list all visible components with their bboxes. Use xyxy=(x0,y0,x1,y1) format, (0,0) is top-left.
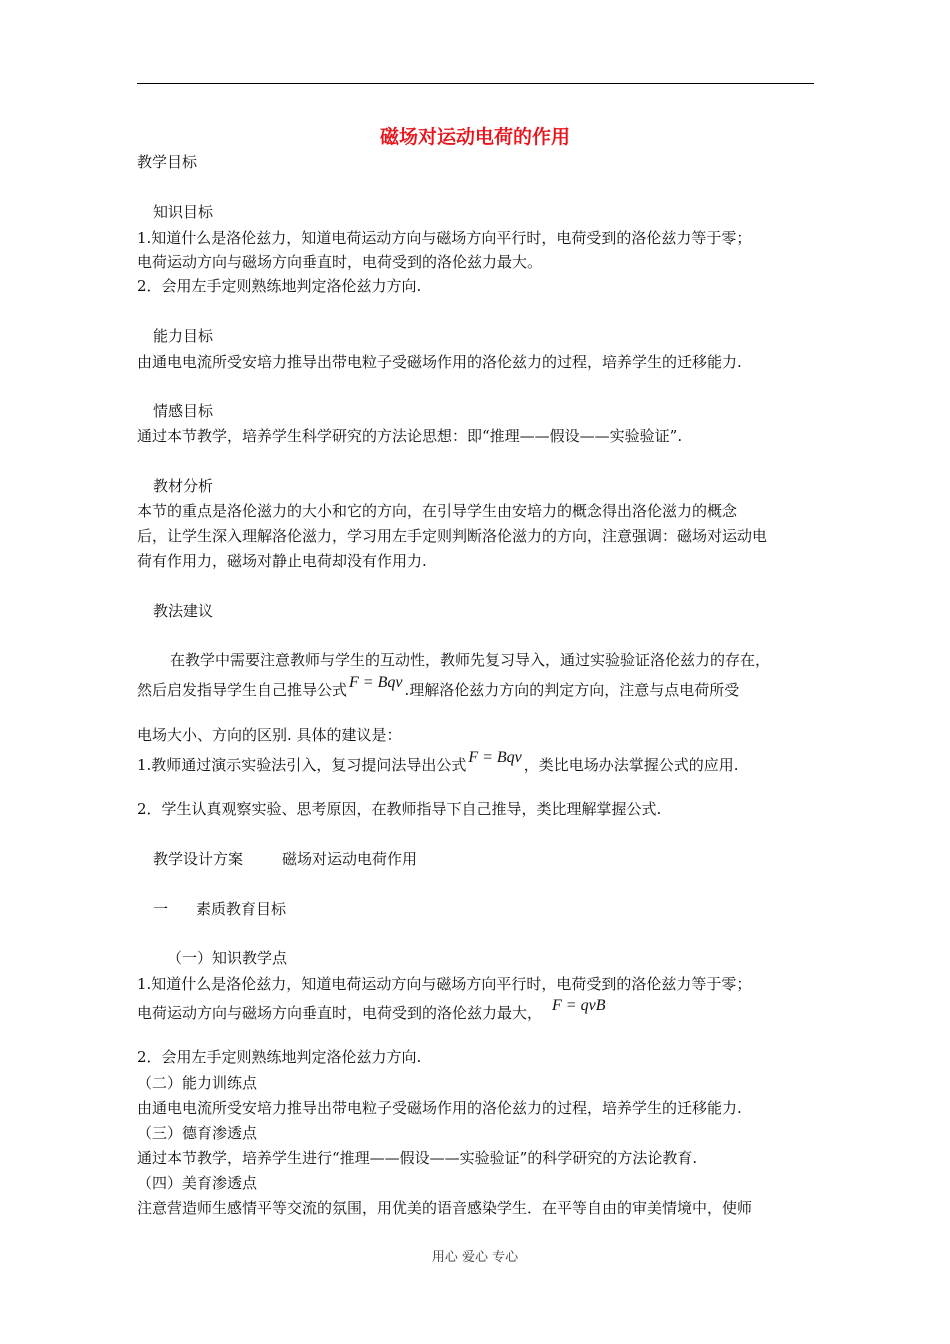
knowledge-point-1-line-2: 电荷运动方向与磁场方向垂直时，电荷受到的洛伦兹力最大。 xyxy=(137,253,543,271)
ability-goal-text: 由通电电流所受安培力推导出带电粒子受磁场作用的洛伦兹力的过程，培养学生的迁移能力. xyxy=(137,353,742,371)
section-knowledge-line-2 xyxy=(137,997,607,1023)
suggestion-1 xyxy=(137,749,739,775)
material-analysis-line-3: 荷有作用力，磁场对静止电荷却没有作用力. xyxy=(137,552,427,570)
heading-ability-goal: 能力目标 xyxy=(153,327,214,345)
knowledge-point-2: 2．会用左手定则熟练地判定洛伦兹力方向. xyxy=(137,277,422,295)
suggestion-1-start: 1.教师通过演示实验法引入，复习提问法导出公式 xyxy=(137,756,467,774)
method-line-2-end: .理解洛伦兹力方向的判定方向，注意与点电荷所受 xyxy=(404,681,740,699)
sub-heading-aesthetic-education: （四）美育渗透点 xyxy=(137,1174,258,1192)
heading-material-analysis: 教材分析 xyxy=(153,477,214,495)
heading-design-plan: 教学设计方案 xyxy=(153,850,244,868)
method-line-2-start: 然后启发指导学生自己推导公式 xyxy=(137,681,348,699)
heading-method-suggestion: 教法建议 xyxy=(153,602,214,620)
emotion-goal-text: 通过本节教学，培养学生科学研究的方法论思想：即“推理——假设——实验验证”. xyxy=(137,427,683,445)
sub-heading-ability-training: （二）能力训练点 xyxy=(137,1074,258,1092)
page-footer: 用心 爱心 专心 xyxy=(431,1250,519,1265)
formula-f-qvb: F = qvB xyxy=(552,997,606,1014)
method-suggestion-line-1: 在教学中需要注意教师与学生的互动性，教师先复习导入，通过实验验证洛伦兹力的存在， xyxy=(170,651,771,669)
sub-heading-moral-education: （三）德育渗透点 xyxy=(137,1124,258,1142)
suggestion-1-end: ，类比电场办法掌握公式的应用. xyxy=(523,756,739,774)
material-analysis-line-2: 后，让学生深入理解洛伦滋力，学习用左手定则判断洛伦滋力的方向，注意强调：磁场对运动电 xyxy=(137,527,768,545)
section-knowledge-line-1: 1.知道什么是洛伦兹力，知道电荷运动方向与磁场方向平行时，电荷受到的洛伦兹力等于零； xyxy=(137,975,752,993)
heading-teaching-goals: 教学目标 xyxy=(137,153,198,171)
formula-f-bqv: F = Bqv xyxy=(349,674,403,691)
method-suggestion-line-2 xyxy=(137,674,740,700)
section-1-title: 素质教育目标 xyxy=(196,900,287,918)
material-analysis-line-1: 本节的重点是洛伦滋力的大小和它的方向，在引导学生由安培力的概念得出洛伦滋力的概念 xyxy=(137,502,738,520)
header-rule xyxy=(137,83,814,84)
method-suggestion-line-3: 电场大小、方向的区别. 具体的建议是： xyxy=(137,726,402,744)
section-knowledge-point-2: 2．会用左手定则熟练地判定洛伦兹力方向. xyxy=(137,1048,422,1066)
heading-knowledge-goal: 知识目标 xyxy=(153,203,214,221)
design-plan-topic: 磁场对运动电荷作用 xyxy=(282,850,418,868)
ability-training-text: 由通电电流所受安培力推导出带电粒子受磁场作用的洛伦兹力的过程，培养学生的迁移能力. xyxy=(137,1099,742,1117)
heading-emotion-goal: 情感目标 xyxy=(153,402,214,420)
moral-education-text: 通过本节教学，培养学生进行“推理——假设——实验验证”的科学研究的方法论教育. xyxy=(137,1149,698,1167)
section-1-number: 一 xyxy=(153,900,169,918)
formula-f-bqv-2: F = Bqv xyxy=(468,749,522,766)
suggestion-2: 2．学生认真观察实验、思考原因，在教师指导下自己推导，类比理解掌握公式. xyxy=(137,800,662,818)
sub-heading-knowledge-points: （一）知识教学点 xyxy=(167,949,288,967)
section-knowledge-line-2-text: 电荷运动方向与磁场方向垂直时，电荷受到的洛伦兹力最大， xyxy=(137,1004,543,1022)
aesthetic-education-text: 注意营造师生感情平等交流的氛围，用优美的语音感染学生．在平等自由的审美情境中，使师 xyxy=(137,1199,753,1217)
knowledge-point-1-line-1: 1.知道什么是洛伦兹力，知道电荷运动方向与磁场方向平行时，电荷受到的洛伦兹力等于零； xyxy=(137,229,752,247)
document-title: 磁场对运动电荷的作用 xyxy=(379,126,570,148)
